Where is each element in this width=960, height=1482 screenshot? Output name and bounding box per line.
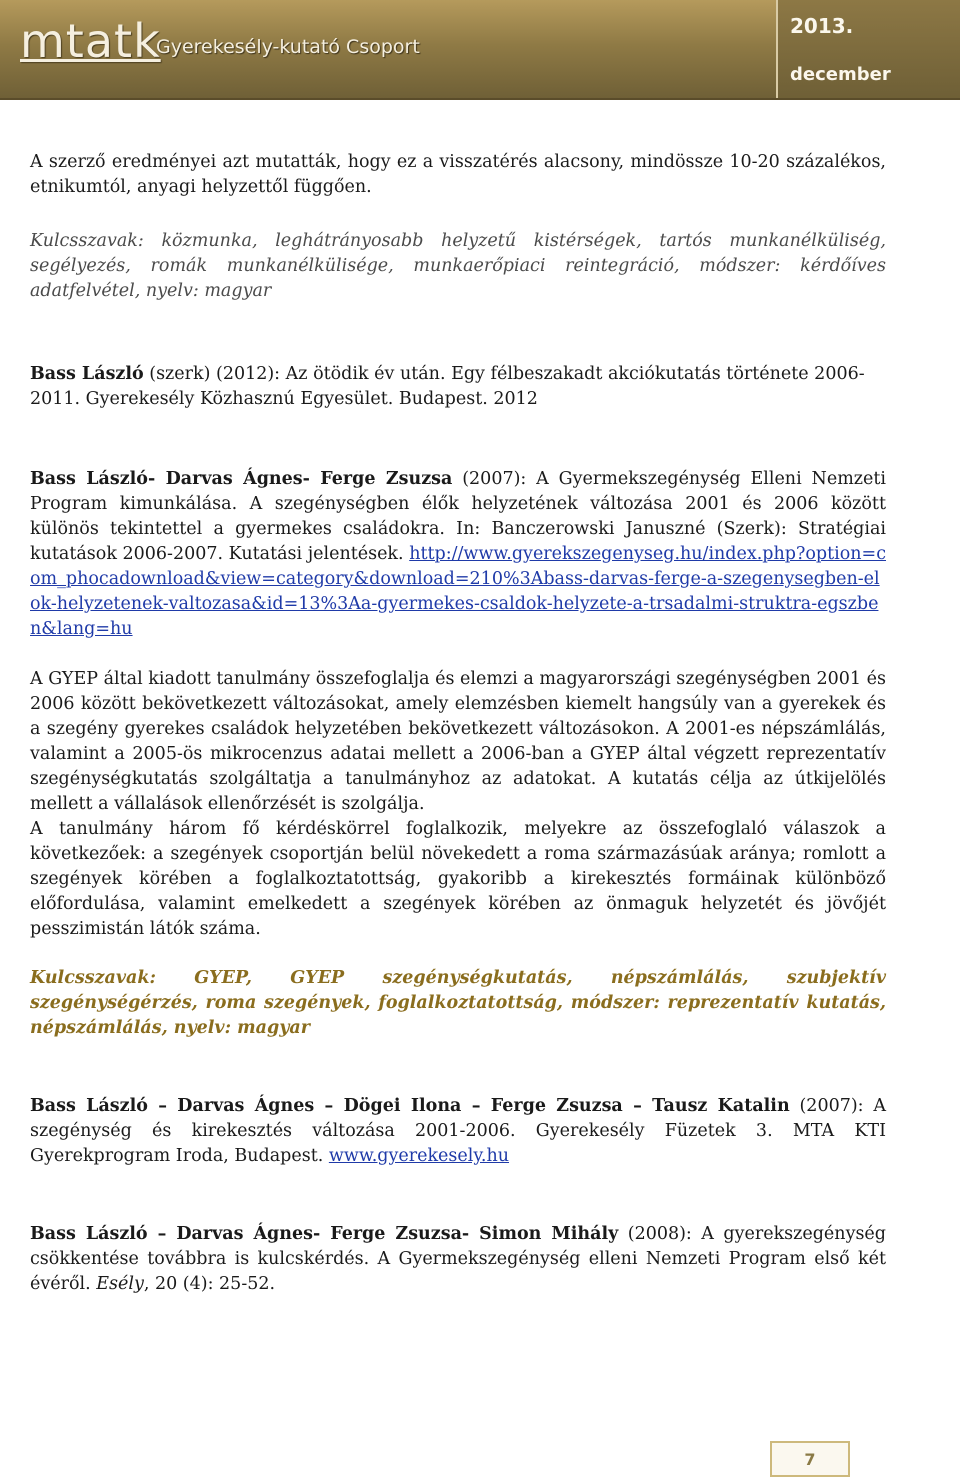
reference-4-author: Bass László – Darvas Ágnes- Ferge Zsuzsa- Simon Mihály bbox=[30, 1224, 619, 1244]
reference-1 bbox=[30, 362, 886, 412]
reference-2-author: Bass László- Darvas Ágnes- Ferge Zsuzsa bbox=[30, 469, 453, 489]
keywords-2: Kulcsszavak: GYEP, GYEP szegénységkutatás, népszámlálás, szubjektív szegénységérzés, roma szegények, foglalkoztatottság, módszer: reprezentatív kutatás, népszámlálás, nyelv: magyar bbox=[30, 968, 886, 1038]
reference-3-text: (2007): A szegénység és kirekesztés változása 2001-2006. Gyerekesély Füzetek 3. MTA KTI Gyerekprogram Iroda, Budapest. bbox=[30, 1096, 886, 1166]
group-title: Gyerekesély-kutató Csoport bbox=[156, 36, 420, 58]
reference-3-author: Bass László – Darvas Ágnes – Dögei Ilona – Ferge Zsuzsa – Tausz Katalin bbox=[30, 1096, 790, 1116]
reference-4-text: (2008): A gyerekszegénység csökkentése továbbra is kulcskérdés. A Gyermekszegénység elleni Nemzeti Program első két évéről. bbox=[30, 1224, 886, 1294]
keywords-1: Kulcsszavak: közmunka, leghátrányosabb helyzetű kistérségek, tartós munkanélküliség, segélyezés, romák munkanélkülisége, munkaerőpiaci reintegráció, módszer: kérdőíves adatfelvétel, nyelv: magyar bbox=[30, 231, 886, 301]
reference-2-text: (2007): A Gyermekszegénység Elleni Nemzeti Program kimunkálása. A szegénységben élők helyzetének változása 2001 és 2006 között különös tekintettel a gyermekes családokra. In: Banczerowski Januszné (Szerk): Stratégiai kutatások 2006-2007. Kutatási jelentések. bbox=[30, 469, 886, 564]
page-number: 7 bbox=[770, 1441, 850, 1477]
reference-4-text-end: , 20 (4): 25-52. bbox=[143, 1274, 276, 1294]
header-year: 2013. bbox=[790, 14, 854, 38]
reference-2 bbox=[30, 467, 886, 642]
reference-2-link[interactable]: http://www.gyerekszegenyseg.hu/index.php?option=com_phocadownload&view=category&download=210%3Abass-darvas-ferge-a-szegenysegben-elok-helyzetenek-valtozasa&id=13%3Aa-gyermekes-csaldok-helyzete-a-trsadalmi-struktra-egszben&lang=hu bbox=[30, 544, 886, 639]
document-body bbox=[30, 150, 886, 1297]
reference-1-text: (szerk) (2012): Az ötödik év után. Egy félbeszakadt akciókutatás története 2006-2011. Gyerekesély Közhasznú Egyesület. Budapest. 2012 bbox=[30, 364, 865, 409]
page-header bbox=[0, 0, 960, 100]
mtatk-logo: mtatk bbox=[20, 14, 161, 68]
abstract-ending: A szerző eredményei azt mutatták, hogy ez a visszatérés alacsony, mindössze 10-20 százalékos, etnikumtól, anyagi helyzettől függően. bbox=[30, 152, 886, 197]
reference-3 bbox=[30, 1094, 886, 1169]
reference-1-author: Bass László bbox=[30, 364, 144, 384]
reference-4-journal: Esély bbox=[96, 1274, 144, 1294]
header-month: december bbox=[790, 64, 891, 85]
header-divider bbox=[0, 98, 960, 100]
reference-3-link[interactable]: www.gyerekesely.hu bbox=[328, 1146, 510, 1166]
abstract-2-para-2: A tanulmány három fő kérdéskörrel foglalkozik, melyekre az összefoglaló válaszok a következőek: a szegények csoportján belül növekedett a roma származásúak aránya; romlott a szegények körében a foglalkoztatottság, gyakoribb a kirekesztés formáinak különböző előfordulása, valamint emelkedett a szegények körében az önmaguk helyzetét és jövőjét pesszimistán látók száma. bbox=[30, 819, 886, 939]
abstract-2-para-1: A GYEP által kiadott tanulmány összefoglalja és elemzi a magyarországi szegénységben 2001 és 2006 között bekövetkezett változásokat, amely elemzésben kiemelt hangsúly van a gyerekek és a szegény gyerekes családok helyzetében bekövetkezett változásokon. A 2001-es népszámlálás, valamint a 2005-ös mikrocenzus adatai mellett a 2006-ban a GYEP által végzett reprezentatív szegénységkutatás szolgáltatja a tanulmányhoz az adatokat. A kutatás célja az útkijelölés mellett a vállalások ellenőrzését is szolgálja. bbox=[30, 669, 886, 814]
reference-4 bbox=[30, 1222, 886, 1297]
